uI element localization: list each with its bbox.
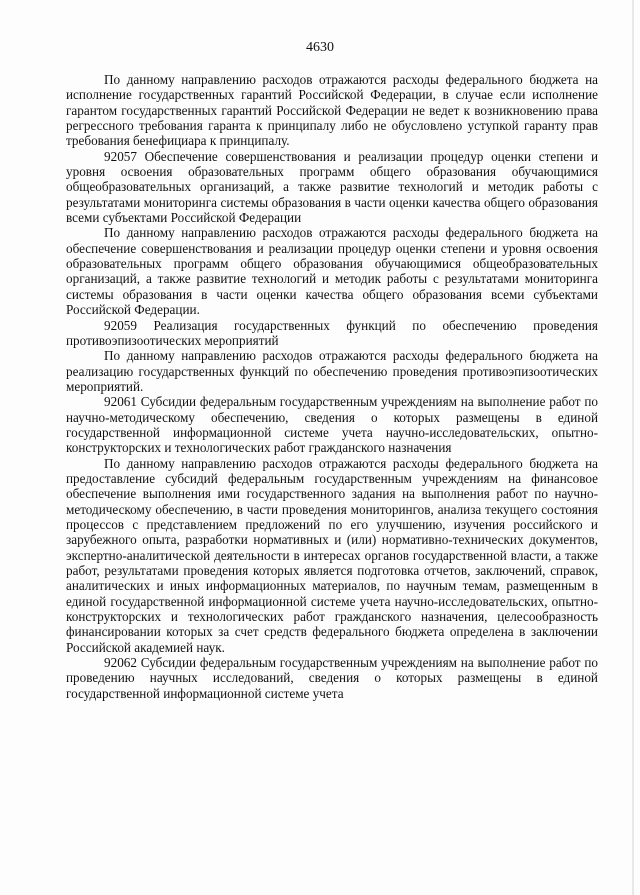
paragraph-guarantees-expenses: По данному направлению расходов отражаются расходы федерального бюджета на исполнение государственных гарантий Российской Федерации, в случае если исполнение гарантом государственных гарантий Российской Федерации не ведет к возникновению права регрессного требования гаранта к принципалу либо не обусловлено уступкой гаранту прав требования бенефициара к принципалу. xyxy=(66,72,598,149)
paragraph-92061-description: По данному направлению расходов отражаются расходы федерального бюджета на предоставление субсидий федеральным государственным учреждениям на финансовое обеспечение выполнения ими государственного задания на выполнения работ по научно-методическому обеспечению, в части проведения мониторингов, анализа текущего состояния процессов с представлением предложений по его улучшению, изучения российского и зарубежного опыта, разработки нормативных и (или) нормативно-технических документов, экспертно-аналитической деятельности в интересах органов государственной власти, а также работ, результатами проведения которых является подготовка отчетов, заключений, справок, аналитических и иных информационных материалов, по научным темам, размещенным в единой государственной информационной системе учета научно-исследовательских, опытно-конструкторских и технологических работ гражданского назначения, целесообразность финансировании которых за счет средств федерального бюджета определена в заключении Российской академией наук. xyxy=(66,455,598,655)
page-number: 4630 xyxy=(306,40,334,55)
paragraph-92059-description: По данному направлению расходов отражаются расходы федерального бюджета на реализацию государственных функций по обеспечению проведения противоэпизоотических мероприятий. xyxy=(66,348,598,394)
paragraph-92059-title: 92059 Реализация государственных функций по обеспечению проведения противоэпизоотических мероприятий xyxy=(66,317,598,348)
paragraph-92062-title: 92062 Субсидии федеральным государственным учреждениям на выполнение работ по проведению научных исследований, сведения о которых размещены в единой государственной информационной системе учета xyxy=(66,655,598,701)
document-body xyxy=(66,72,598,701)
paragraph-92057-description: По данному направлению расходов отражаются расходы федерального бюджета на обеспечение совершенствования и реализации процедур оценки степени и уровня освоения образовательных программ общего образования обучающимися общеобразовательных организаций, а также развитие технологий и методик работы с результатами мониторинга системы образования в части оценки качества общего образования всеми субъектами Российской Федерации. xyxy=(66,225,598,318)
paragraph-92061-title: 92061 Субсидии федеральным государственным учреждениям на выполнение работ по научно-методическому обеспечению, сведения о которых размещены в единой государственной информационной системе учета научно-исследовательских, опытно-конструкторских и технологических работ гражданского назначения xyxy=(66,394,598,456)
paragraph-92057-title: 92057 Обеспечение совершенствования и реализации процедур оценки степени и уровня освоения образовательных программ общего образования обучающимися общеобразовательных организаций, а также развитие технологий и методик работы с результатами мониторинга системы образования в части оценки качества общего образования всеми субъектами Российской Федерации xyxy=(66,148,598,226)
scan-edge xyxy=(632,0,634,895)
